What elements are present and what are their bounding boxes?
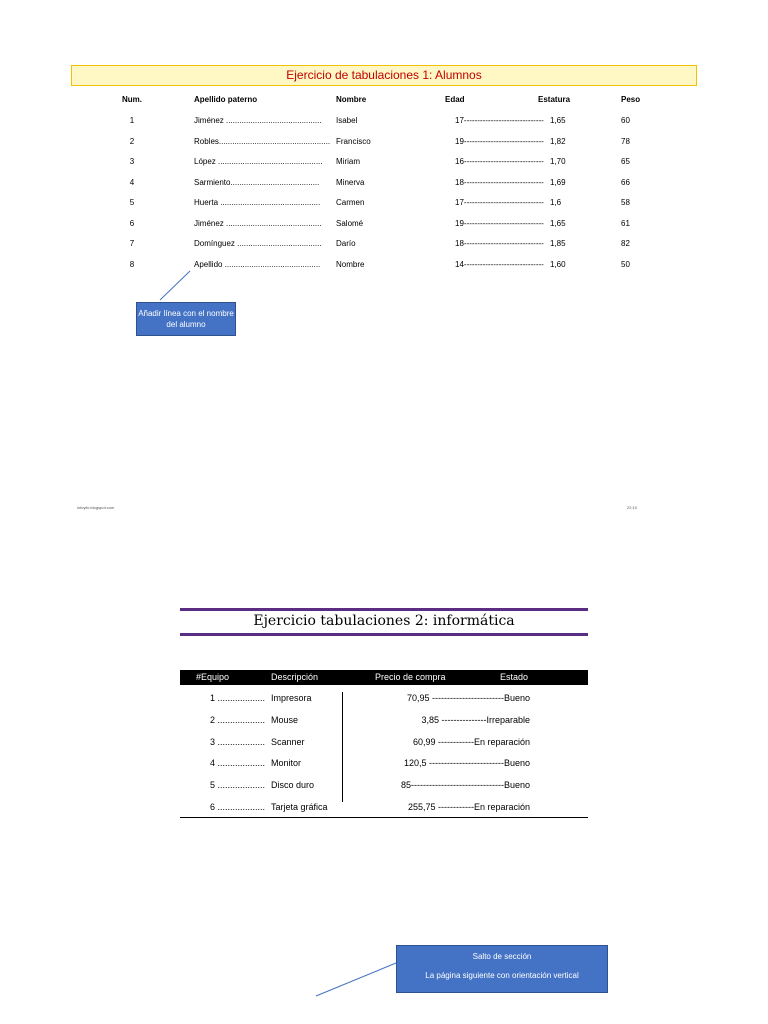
equipo-num: 3 ...................: [210, 736, 266, 747]
equipo-descripcion: Mouse: [271, 714, 299, 725]
student-apellido: Apellido ...........................................: [194, 259, 321, 269]
header-num: Num.: [122, 95, 142, 104]
student-num: 7: [129, 239, 135, 248]
equipo-estado: En reparación: [473, 802, 530, 812]
student-edad: 19------------------------------: [455, 136, 544, 146]
student-edad: 17------------------------------: [455, 116, 544, 125]
student-nombre: Nombre: [336, 259, 365, 269]
header-estado: Estado: [500, 672, 529, 682]
callout-add-student: Añadir línea con el nombre del alumno: [136, 302, 236, 336]
equipo-num: 4 ...................: [210, 758, 266, 769]
equipo-precio: 120,5 -------------------------: [404, 758, 504, 769]
student-nombre: Minerva: [336, 177, 365, 187]
student-num: 1: [129, 116, 135, 125]
header-descripcion: Descripción: [271, 672, 319, 682]
equipo-precio: 60,99 ------------: [412, 736, 474, 747]
student-apellido: Domínguez ......................................: [194, 239, 322, 248]
equipo-precio: 3,85 ---------------: [421, 714, 487, 725]
footer-right: 22:10: [627, 505, 638, 510]
student-nombre: Isabel: [336, 116, 358, 125]
student-nombre: Francisco: [336, 136, 371, 146]
page2-title: Ejercicio tabulaciones 2: informática: [253, 613, 515, 629]
student-num: 5: [129, 198, 135, 207]
student-estatura: 1,65: [550, 218, 566, 228]
header-equipo: #Equipo: [196, 672, 230, 682]
equipo-num: 1 ...................: [210, 693, 266, 703]
header-precio: Precio de compra: [375, 672, 446, 682]
student-peso: 65: [621, 157, 630, 166]
equipo-num: 5 ...................: [210, 780, 266, 791]
student-nombre: Darío: [336, 239, 356, 248]
student-edad: 16------------------------------: [455, 157, 544, 166]
student-num: 8: [129, 259, 135, 269]
student-estatura: 1,70: [550, 157, 566, 166]
student-edad: 17------------------------------: [455, 198, 544, 207]
header-edad: Edad: [445, 95, 465, 104]
student-apellido: Sarmiento........................................: [194, 177, 320, 187]
equipo-precio: 255,75 ------------: [407, 802, 474, 812]
student-nombre: Miriam: [336, 157, 360, 166]
student-peso: 66: [621, 177, 630, 187]
student-apellido: Huerta .............................................: [194, 198, 321, 207]
equipo-estado: En reparación: [473, 736, 530, 747]
student-apellido: Robles..................................................: [194, 136, 331, 146]
equipo-descripcion: Monitor: [271, 758, 302, 769]
equipo-descripcion: Disco duro: [271, 780, 315, 791]
student-estatura: 1,85: [550, 239, 566, 248]
callout-line1: Salto de sección: [472, 952, 532, 961]
student-nombre: Salomé: [336, 218, 364, 228]
header-estatura: Estatura: [538, 95, 571, 104]
student-edad: 14------------------------------: [455, 259, 544, 269]
student-estatura: 1,60: [550, 259, 566, 269]
equipo-descripcion: Scanner: [271, 736, 305, 747]
student-num: 6: [129, 218, 135, 228]
page1-title: Ejercicio de tabulaciones 1: Alumnos: [71, 65, 697, 86]
student-peso: 50: [621, 259, 630, 269]
callout2-connector: [316, 963, 396, 996]
equipo-descripcion: Impresora: [271, 693, 312, 703]
header-apellido: Apellido paterno: [194, 95, 258, 104]
student-apellido: Jiménez ...........................................: [194, 218, 322, 228]
student-num: 2: [129, 136, 135, 146]
equipo-estado: Irreparable: [486, 714, 530, 725]
student-peso: 78: [621, 136, 630, 146]
header-peso: Peso: [621, 95, 641, 104]
callout-line2: La página siguiente con orientación vertical: [425, 971, 579, 980]
equipo-num: 2 ...................: [210, 714, 266, 725]
student-estatura: 1,65: [550, 116, 566, 125]
callout1-connector: [160, 271, 190, 300]
student-nombre: Carmen: [336, 198, 365, 207]
equipo-precio: 70,95 ------------------------: [407, 693, 504, 703]
student-num: 3: [129, 157, 135, 166]
equipo-estado: Bueno: [503, 693, 530, 703]
equipo-estado: Bueno: [503, 780, 530, 791]
student-peso: 61: [621, 218, 630, 228]
equipo-descripcion: Tarjeta gráfica: [271, 802, 328, 812]
equipo-precio: 85-------------------------------: [401, 780, 504, 791]
student-estatura: 1,6: [550, 198, 562, 207]
student-peso: 58: [621, 198, 630, 207]
student-peso: 82: [621, 239, 630, 248]
student-peso: 60: [621, 116, 630, 125]
student-edad: 19------------------------------: [455, 218, 544, 228]
student-num: 4: [129, 177, 135, 187]
student-edad: 18------------------------------: [455, 239, 544, 248]
footer-left: infoytic.blogspot.com: [77, 505, 115, 510]
student-apellido: López ...............................................: [194, 157, 323, 166]
student-apellido: Jiménez ...........................................: [194, 116, 322, 125]
equipo-num: 6 ...................: [210, 802, 266, 812]
student-estatura: 1,69: [550, 177, 566, 187]
equipo-estado: Bueno: [503, 758, 530, 769]
student-estatura: 1,82: [550, 136, 566, 146]
header-nombre: Nombre: [336, 95, 367, 104]
student-edad: 18------------------------------: [455, 177, 544, 187]
